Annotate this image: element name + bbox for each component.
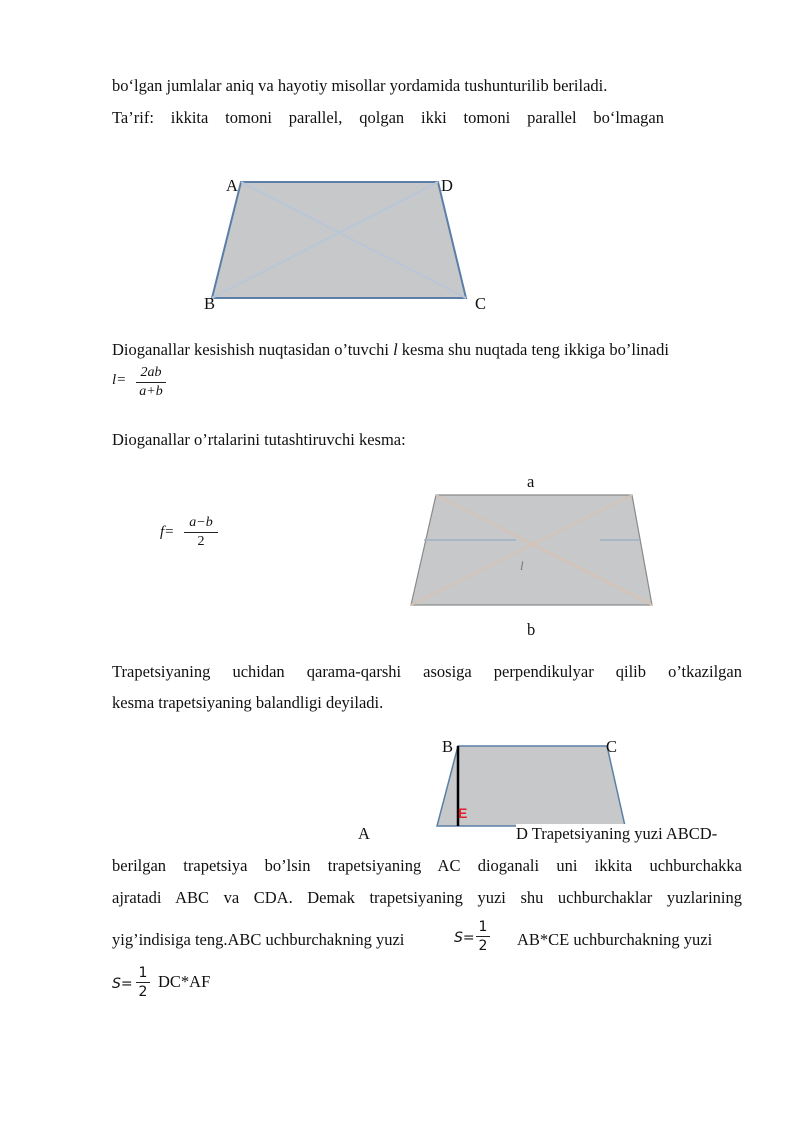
height-definition-line-2: kesma trapetsiyaning balandligi deyiladi.	[112, 693, 384, 712]
formula-l-denominator: a+b	[139, 384, 163, 399]
trapezoid-2-shape	[411, 495, 652, 605]
formula-l-numerator: 2ab	[140, 365, 162, 380]
formula-s2-fraction	[136, 964, 150, 1001]
diagonal-statement: Dioganallar kesishish nuqtasidan o’tuvchi l kesma shu nuqtada teng ikkiga bo’linadi	[112, 340, 669, 359]
fig1-label-b: B	[204, 294, 216, 313]
midline-statement: Dioganallar o’rtalarini tutashtiruvchi kesma:	[112, 430, 406, 449]
formula-f-lhs: f=	[160, 524, 175, 540]
definition-line: Ta’rif: ikkita tomoni parallel, qolgan ikki tomoni parallel bo‘lmagan	[112, 108, 664, 127]
formula-s2-lhs: S=	[112, 976, 133, 992]
formula-f-numerator: a−b	[189, 515, 213, 530]
formula-s1-denominator: 2	[478, 938, 488, 954]
trapezoid-1-shape	[212, 182, 466, 298]
formula-s1-fraction	[476, 918, 490, 955]
formula-s1-numerator: 1	[478, 919, 488, 935]
area-paragraph-line-2: ajratadi ABC va CDA. Demak trapetsiyaning yuzi shu uchburchaklar yuzlarining	[112, 888, 742, 907]
area-paragraph-line-3b: AB*CE uchburchakning yuzi	[517, 930, 713, 949]
fig1-label-a: A	[226, 176, 238, 195]
fig3-label-c: C	[606, 737, 618, 756]
fig2-label-b: b	[527, 620, 536, 639]
area-intro-text: D Trapetsiyaning yuzi ABCD-	[516, 824, 718, 843]
formula-s1-lhs: S=	[454, 930, 475, 946]
formula-l-fraction	[136, 364, 166, 401]
formula-s2-denominator: 2	[138, 984, 148, 1000]
formula-l-lhs: l=	[112, 372, 127, 388]
height-definition-line-1: Trapetsiyaning uchidan qarama-qarshi asosiga perpendikulyar qilib o’tkazilgan	[112, 662, 742, 681]
formula-s2-numerator: 1	[138, 965, 148, 981]
formula-f-denominator: 2	[197, 534, 205, 549]
fig1-label-c: C	[475, 294, 487, 313]
area-paragraph-line-1: berilgan trapetsiya bo’lsin trapetsiyaning AC dioganali uni ikkita uchburchakka	[112, 856, 742, 875]
fig3-label-e: E	[458, 805, 468, 821]
formula-f-fraction	[184, 514, 218, 551]
area-paragraph-line-4: DC*AF	[158, 972, 211, 991]
area-paragraph-line-3a: yig’indisiga teng.ABC uchburchakning yuzi	[112, 930, 405, 949]
fig2-label-l: l	[520, 558, 524, 573]
text-line-1: bo‘lgan jumlalar aniq va hayotiy misollar yordamida tushunturilib beriladi.	[112, 76, 608, 95]
fig1-label-d: D	[441, 176, 453, 195]
fig2-label-a: a	[527, 472, 535, 491]
fig3-label-b: B	[442, 737, 454, 756]
fig3-label-a: A	[358, 824, 370, 843]
